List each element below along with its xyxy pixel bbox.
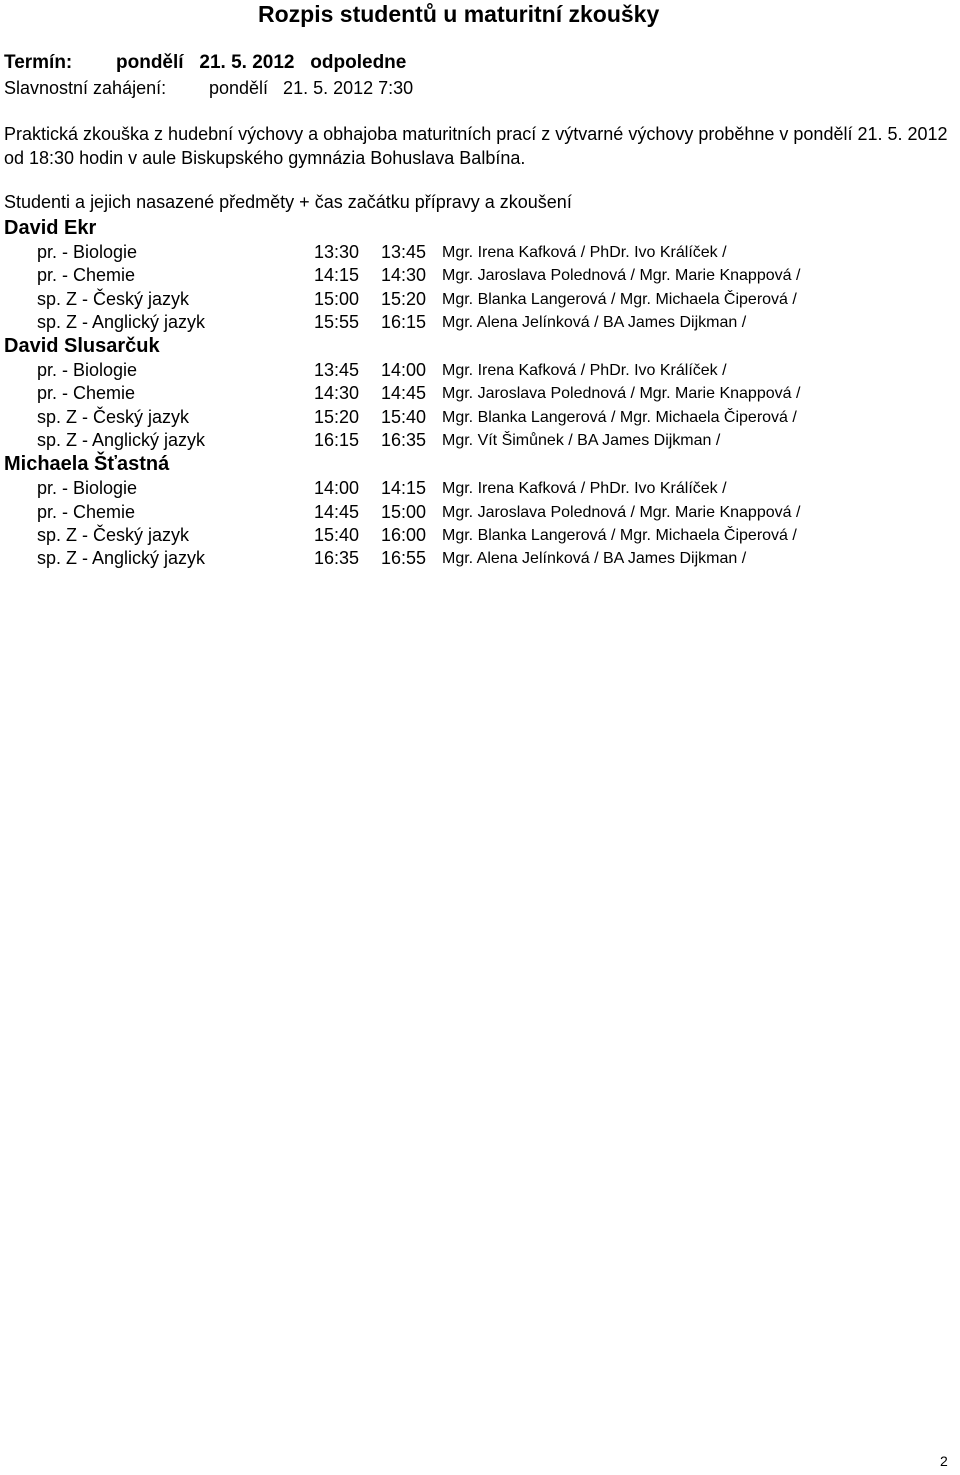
exam-time: 15:40 <box>381 406 427 427</box>
student-schedule <box>4 216 954 571</box>
examiners: Mgr. Vít Šimůnek / BA James Dijkman / <box>442 432 721 450</box>
exam-time: 16:55 <box>381 548 427 569</box>
exam-subject: sp. Z - Český jazyk <box>37 288 190 309</box>
exam-time: 13:45 <box>381 242 427 262</box>
exam-subject: pr. - Biologie <box>37 478 138 499</box>
exam-subject: pr. - Chemie <box>37 383 136 404</box>
student-name: David Slusarčuk <box>4 335 160 358</box>
exam-row <box>4 359 954 382</box>
prep-time: 14:45 <box>314 501 360 522</box>
exam-time: 16:15 <box>381 311 427 332</box>
exam-row <box>4 501 954 524</box>
exam-row <box>4 477 954 500</box>
examiners: Mgr. Blanka Langerová / Mgr. Michaela Čiperová / <box>442 408 797 426</box>
exam-time: 14:00 <box>381 360 427 381</box>
exam-row <box>4 524 954 547</box>
examiners: Mgr. Irena Kafková / PhDr. Ivo Králíček / <box>442 480 727 498</box>
exam-date <box>4 52 406 74</box>
examiners: Mgr. Alena Jelínková / BA James Dijkman / <box>442 313 747 331</box>
page-number: 2 <box>940 1453 948 1469</box>
exam-subject: sp. Z - Český jazyk <box>37 524 190 545</box>
prep-time: 15:55 <box>314 311 360 332</box>
exam-row <box>4 547 954 570</box>
prep-time: 16:35 <box>314 548 360 569</box>
exam-row <box>4 288 954 311</box>
exam-row <box>4 241 954 264</box>
exam-time: 14:30 <box>381 265 427 286</box>
examiners: Mgr. Blanka Langerová / Mgr. Michaela Čiperová / <box>442 290 797 308</box>
exam-subject: sp. Z - Český jazyk <box>37 406 190 427</box>
exam-row <box>4 429 954 452</box>
prep-time: 16:15 <box>314 430 360 451</box>
opening-ceremony <box>4 78 413 99</box>
examiners: Mgr. Blanka Langerová / Mgr. Michaela Čiperová / <box>442 526 797 544</box>
student-name: David Ekr <box>4 217 97 239</box>
exam-row <box>4 264 954 287</box>
exam-subject: sp. Z - Anglický jazyk <box>37 311 206 332</box>
exam-time: 16:35 <box>381 430 427 451</box>
exam-time: 16:00 <box>381 524 427 545</box>
examiners: Mgr. Jaroslava Polednová / Mgr. Marie Knappová / <box>442 385 801 403</box>
exam-subject: pr. - Chemie <box>37 265 136 286</box>
section-subtitle: Studenti a jejich nasazené předměty + čas začátku přípravy a zkoušení <box>4 192 572 212</box>
examiners: Mgr. Irena Kafková / PhDr. Ivo Králíček / <box>442 244 727 261</box>
exam-time: 14:15 <box>381 478 427 499</box>
opening-ceremony-label: Slavnostní zahájení: <box>4 78 167 98</box>
prep-time: 13:30 <box>314 242 360 262</box>
intro-paragraph: Praktická zkouška z hudební výchovy a obhajoba maturitních prací z výtvarné výchovy proběhne v pondělí 21. 5. 2012 od 18:30 hodin v aule Biskupského gymnázia Bohuslava Balbína. <box>4 124 948 168</box>
prep-time: 15:20 <box>314 406 360 427</box>
exam-subject: pr. - Biologie <box>37 242 138 262</box>
exam-subject: sp. Z - Anglický jazyk <box>37 548 206 569</box>
exam-subject: sp. Z - Anglický jazyk <box>37 430 206 451</box>
exam-subject: pr. - Biologie <box>37 360 138 381</box>
opening-ceremony-value: pondělí 21. 5. 2012 7:30 <box>209 78 414 98</box>
examiners: Mgr. Jaroslava Polednová / Mgr. Marie Knappová / <box>442 267 801 285</box>
exam-date-value: pondělí 21. 5. 2012 odpoledne <box>116 52 407 73</box>
exam-time: 15:00 <box>381 501 427 522</box>
prep-time: 14:00 <box>314 478 360 499</box>
examiners: Mgr. Jaroslava Polednová / Mgr. Marie Knappová / <box>442 503 801 521</box>
prep-time: 15:00 <box>314 288 360 309</box>
exam-subject: pr. - Chemie <box>37 501 136 522</box>
page-title: Rozpis studentů u maturitní zkoušky <box>258 1 660 27</box>
prep-time: 15:40 <box>314 524 360 545</box>
exam-time: 14:45 <box>381 383 427 404</box>
student-name: Michaela Šťastná <box>4 453 170 476</box>
exam-date-label: Termín: <box>4 52 73 73</box>
prep-time: 14:30 <box>314 383 360 404</box>
prep-time: 14:15 <box>314 265 360 286</box>
exam-row <box>4 311 954 334</box>
examiners: Mgr. Irena Kafková / PhDr. Ivo Králíček / <box>442 362 727 380</box>
exam-time: 15:20 <box>381 288 427 309</box>
examiners: Mgr. Alena Jelínková / BA James Dijkman / <box>442 550 747 568</box>
exam-row <box>4 382 954 405</box>
exam-row <box>4 406 954 429</box>
prep-time: 13:45 <box>314 360 360 381</box>
